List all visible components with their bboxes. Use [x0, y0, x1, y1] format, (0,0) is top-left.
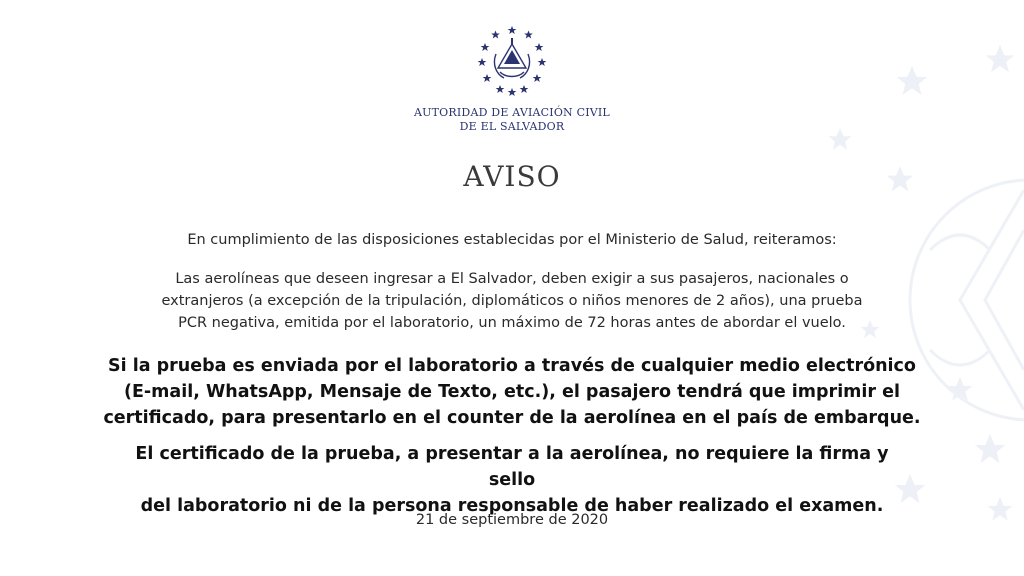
notice-title: AVISO	[463, 160, 561, 193]
notice-body-line: Las aerolíneas que deseen ingresar a El Salvador, deben exigir a sus pasajeros, nacionales o	[175, 271, 849, 287]
coat-of-arms-watermark-icon	[910, 180, 1024, 420]
notice-bold-line: certificado, para presentarlo en el counter de la aerolínea en el país de embarque.	[103, 408, 921, 428]
notice-body-paragraph	[112, 268, 912, 334]
notice-bold-line: Si la prueba es enviada por el laboratorio a través de cualquier medio electrónico	[108, 356, 916, 376]
organization-name-line-2: DE EL SALVADOR	[459, 120, 565, 133]
notice-bold-paragraph-1	[100, 353, 924, 431]
notice-intro: En cumplimiento de las disposiciones establecidas por el Ministerio de Salud, reiteramos:	[187, 232, 837, 248]
notice-bold-line: del laboratorio ni de la persona responsable de haber realizado el examen.	[140, 496, 884, 516]
notice-bold-line: El certificado de la prueba, a presentar a la aerolínea, no requiere la firma y sello	[135, 444, 889, 490]
notice-bold-line: (E-mail, WhatsApp, Mensaje de Texto, etc.), el pasajero tendrá que imprimir el	[123, 382, 901, 402]
notice-body-line: PCR negativa, emitida por el laboratorio, un máximo de 72 horas antes de abordar el vuelo.	[178, 315, 846, 331]
notice-bold-paragraph-2	[112, 441, 912, 519]
organization-name-line-1: AUTORIDAD DE AVIACIÓN CIVIL	[414, 106, 610, 119]
notice-body-line: extranjeros (a excepción de la tripulación, diplomáticos o niños menores de 2 años), una prueba	[161, 293, 863, 309]
el-salvador-coat-of-arms-icon	[476, 24, 548, 96]
notice-date: 21 de septiembre de 2020	[415, 512, 609, 528]
